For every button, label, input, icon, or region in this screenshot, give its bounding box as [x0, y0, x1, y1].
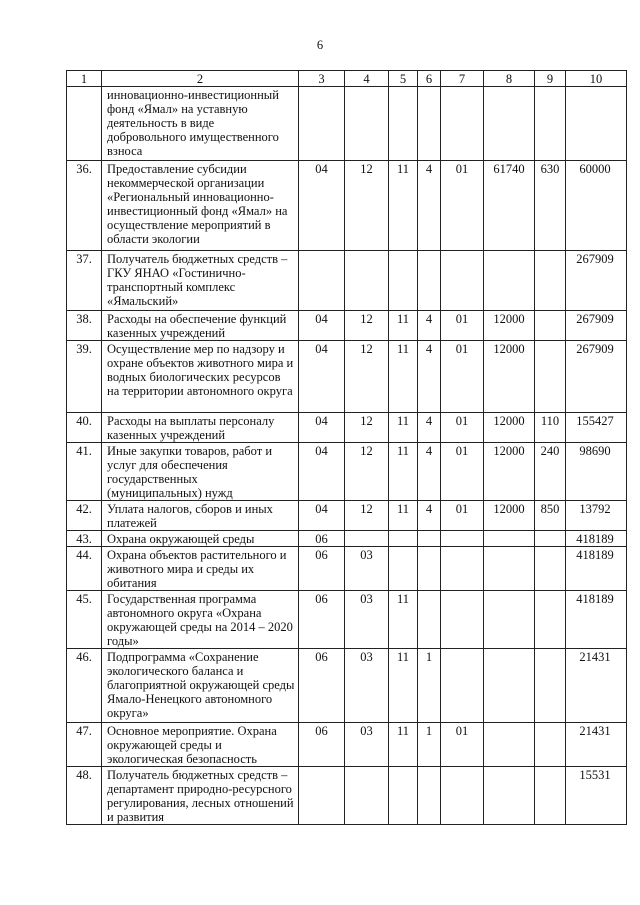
code-col-7-cell: [441, 531, 484, 547]
row-number-cell: 48.: [67, 767, 102, 825]
row-number-cell: 40.: [67, 413, 102, 443]
code-col-8-cell: 12000: [484, 501, 535, 531]
code-col-8-cell: [484, 591, 535, 649]
code-col-9-cell: [535, 341, 566, 413]
item-name-cell: Расходы на обеспечение функций казенных учреждений: [102, 311, 299, 341]
code-col-3-cell: 06: [299, 723, 345, 767]
code-col-7-cell: 01: [441, 161, 484, 251]
table-row: [67, 767, 627, 825]
table-row: [67, 591, 627, 649]
code-col-3-cell: 04: [299, 413, 345, 443]
code-col-8-cell: [484, 251, 535, 311]
table-row: [67, 87, 627, 161]
row-number-cell: 36.: [67, 161, 102, 251]
amount-cell: 60000: [566, 161, 627, 251]
amount-cell: 267909: [566, 311, 627, 341]
amount-cell: 13792: [566, 501, 627, 531]
code-col-9-cell: [535, 87, 566, 161]
code-col-7-cell: [441, 87, 484, 161]
code-col-7-cell: [441, 547, 484, 591]
code-col-9-cell: [535, 649, 566, 723]
code-col-9-cell: [535, 547, 566, 591]
row-number-cell: 43.: [67, 531, 102, 547]
code-col-7-cell: 01: [441, 311, 484, 341]
row-number-cell: 46.: [67, 649, 102, 723]
column-header: 7: [441, 71, 484, 87]
code-col-8-cell: [484, 723, 535, 767]
code-col-5-cell: 11: [389, 501, 418, 531]
code-col-4-cell: 03: [345, 591, 389, 649]
amount-cell: [566, 87, 627, 161]
code-col-5-cell: [389, 767, 418, 825]
item-name-cell: Уплата налогов, сборов и иных платежей: [102, 501, 299, 531]
code-col-3-cell: [299, 251, 345, 311]
code-col-7-cell: 01: [441, 443, 484, 501]
table-row: [67, 413, 627, 443]
code-col-4-cell: 12: [345, 341, 389, 413]
table-row: [67, 649, 627, 723]
column-header: 9: [535, 71, 566, 87]
code-col-8-cell: [484, 547, 535, 591]
code-col-5-cell: 11: [389, 723, 418, 767]
code-col-6-cell: [418, 591, 441, 649]
code-col-4-cell: 12: [345, 443, 389, 501]
code-col-3-cell: 06: [299, 531, 345, 547]
code-col-5-cell: 11: [389, 591, 418, 649]
row-number-cell: 37.: [67, 251, 102, 311]
code-col-3-cell: 06: [299, 547, 345, 591]
table-row: [67, 547, 627, 591]
item-name-cell: Получатель бюджетных средств – ГКУ ЯНАО «Гостинично-транспортный комплекс «Ямальский»: [102, 251, 299, 311]
table-row: [67, 723, 627, 767]
code-col-9-cell: [535, 767, 566, 825]
code-col-8-cell: 12000: [484, 341, 535, 413]
code-col-4-cell: 12: [345, 501, 389, 531]
column-header: 1: [67, 71, 102, 87]
code-col-5-cell: [389, 87, 418, 161]
code-col-4-cell: 12: [345, 311, 389, 341]
item-name-cell: Осуществление мер по надзору и охране объектов животного мира и водных биологических ресурсов на территории автономного округа: [102, 341, 299, 413]
code-col-8-cell: 61740: [484, 161, 535, 251]
code-col-4-cell: 03: [345, 649, 389, 723]
code-col-9-cell: [535, 591, 566, 649]
row-number-cell: 44.: [67, 547, 102, 591]
code-col-5-cell: 11: [389, 413, 418, 443]
code-col-8-cell: [484, 649, 535, 723]
code-col-4-cell: [345, 531, 389, 547]
amount-cell: 267909: [566, 341, 627, 413]
code-col-8-cell: [484, 767, 535, 825]
code-col-4-cell: [345, 87, 389, 161]
code-col-9-cell: 110: [535, 413, 566, 443]
row-number-cell: 45.: [67, 591, 102, 649]
row-number-cell: 47.: [67, 723, 102, 767]
item-name-cell: Охрана объектов растительного и животного мира и среды их обитания: [102, 547, 299, 591]
row-number-cell: [67, 87, 102, 161]
code-col-5-cell: 11: [389, 443, 418, 501]
item-name-cell: Получатель бюджетных средств – департамент природно-ресурсного регулирования, лесных отношений и развития: [102, 767, 299, 825]
column-header: 6: [418, 71, 441, 87]
table-row: [67, 341, 627, 413]
code-col-4-cell: 03: [345, 723, 389, 767]
code-col-6-cell: [418, 251, 441, 311]
code-col-6-cell: 1: [418, 649, 441, 723]
code-col-5-cell: 11: [389, 161, 418, 251]
item-name-cell: Предоставление субсидии некоммерческой организации «Региональный инновационно-инвестиционный фонд «Ямал» на осуществление мероприятий в области экологии: [102, 161, 299, 251]
code-col-3-cell: 04: [299, 161, 345, 251]
code-col-3-cell: 06: [299, 649, 345, 723]
code-col-8-cell: [484, 531, 535, 547]
code-col-7-cell: 01: [441, 341, 484, 413]
code-col-6-cell: 1: [418, 723, 441, 767]
code-col-4-cell: [345, 251, 389, 311]
table-header-row: [67, 71, 627, 87]
budget-table: [66, 70, 627, 825]
code-col-7-cell: [441, 649, 484, 723]
code-col-9-cell: [535, 723, 566, 767]
column-header: 10: [566, 71, 627, 87]
code-col-7-cell: 01: [441, 501, 484, 531]
code-col-9-cell: 240: [535, 443, 566, 501]
item-name-cell: Охрана окружающей среды: [102, 531, 299, 547]
code-col-5-cell: [389, 531, 418, 547]
row-number-cell: 39.: [67, 341, 102, 413]
amount-cell: 418189: [566, 591, 627, 649]
code-col-3-cell: 04: [299, 311, 345, 341]
table-row: [67, 161, 627, 251]
code-col-5-cell: 11: [389, 649, 418, 723]
code-col-7-cell: [441, 767, 484, 825]
code-col-6-cell: 4: [418, 501, 441, 531]
code-col-9-cell: [535, 531, 566, 547]
table-row: [67, 251, 627, 311]
code-col-6-cell: [418, 547, 441, 591]
item-name-cell: Подпрограмма «Сохранение экологического баланса и благоприятной окружающей среды Ямало-Ненецкого автономного округа»: [102, 649, 299, 723]
code-col-6-cell: [418, 531, 441, 547]
column-header: 5: [389, 71, 418, 87]
code-col-4-cell: 12: [345, 413, 389, 443]
code-col-9-cell: [535, 311, 566, 341]
page-number: 6: [316, 38, 324, 52]
table-row: [67, 531, 627, 547]
amount-cell: 418189: [566, 547, 627, 591]
code-col-4-cell: [345, 767, 389, 825]
table-row: [67, 311, 627, 341]
code-col-3-cell: 04: [299, 501, 345, 531]
column-header: 8: [484, 71, 535, 87]
item-name-cell: инновационно-инвестиционный фонд «Ямал» на уставную деятельность в виде добровольного имущественного взноса: [102, 87, 299, 161]
code-col-6-cell: [418, 87, 441, 161]
code-col-3-cell: [299, 87, 345, 161]
code-col-3-cell: 04: [299, 341, 345, 413]
row-number-cell: 42.: [67, 501, 102, 531]
code-col-9-cell: [535, 251, 566, 311]
row-number-cell: 38.: [67, 311, 102, 341]
item-name-cell: Основное мероприятие. Охрана окружающей среды и экологическая безопасность: [102, 723, 299, 767]
table-row: [67, 501, 627, 531]
code-col-3-cell: 04: [299, 443, 345, 501]
code-col-8-cell: [484, 87, 535, 161]
code-col-6-cell: 4: [418, 413, 441, 443]
item-name-cell: Расходы на выплаты персоналу казенных учреждений: [102, 413, 299, 443]
code-col-7-cell: [441, 591, 484, 649]
code-col-6-cell: 4: [418, 311, 441, 341]
code-col-8-cell: 12000: [484, 443, 535, 501]
amount-cell: 98690: [566, 443, 627, 501]
code-col-9-cell: 850: [535, 501, 566, 531]
code-col-7-cell: [441, 251, 484, 311]
item-name-cell: Иные закупки товаров, работ и услуг для обеспечения государственных (муниципальных) нужд: [102, 443, 299, 501]
code-col-5-cell: 11: [389, 311, 418, 341]
column-header: 2: [102, 71, 299, 87]
code-col-6-cell: 4: [418, 161, 441, 251]
code-col-6-cell: 4: [418, 443, 441, 501]
amount-cell: 15531: [566, 767, 627, 825]
code-col-5-cell: [389, 547, 418, 591]
code-col-7-cell: 01: [441, 723, 484, 767]
code-col-7-cell: 01: [441, 413, 484, 443]
amount-cell: 21431: [566, 723, 627, 767]
item-name-cell: Государственная программа автономного округа «Охрана окружающей среды на 2014 – 2020 годы»: [102, 591, 299, 649]
amount-cell: 267909: [566, 251, 627, 311]
code-col-4-cell: 12: [345, 161, 389, 251]
code-col-6-cell: 4: [418, 341, 441, 413]
row-number-cell: 41.: [67, 443, 102, 501]
code-col-5-cell: [389, 251, 418, 311]
code-col-9-cell: 630: [535, 161, 566, 251]
column-header: 3: [299, 71, 345, 87]
code-col-5-cell: 11: [389, 341, 418, 413]
column-header: 4: [345, 71, 389, 87]
code-col-8-cell: 12000: [484, 311, 535, 341]
code-col-3-cell: 06: [299, 591, 345, 649]
amount-cell: 418189: [566, 531, 627, 547]
amount-cell: 21431: [566, 649, 627, 723]
code-col-6-cell: [418, 767, 441, 825]
code-col-8-cell: 12000: [484, 413, 535, 443]
code-col-3-cell: [299, 767, 345, 825]
code-col-4-cell: 03: [345, 547, 389, 591]
amount-cell: 155427: [566, 413, 627, 443]
table-row: [67, 443, 627, 501]
